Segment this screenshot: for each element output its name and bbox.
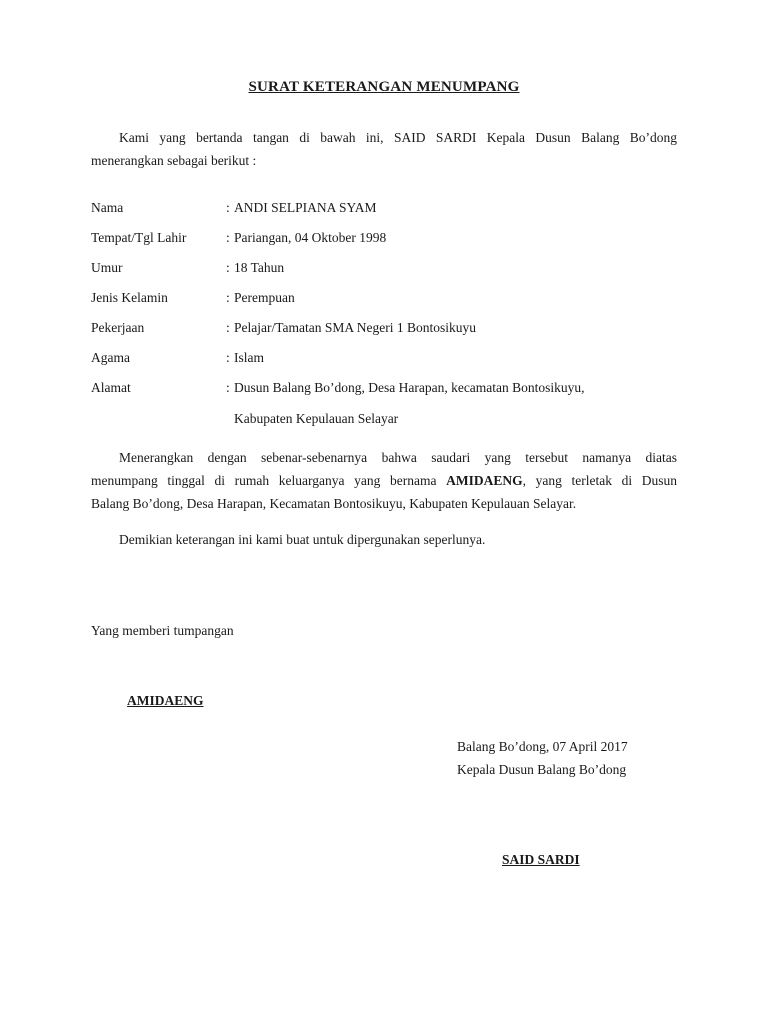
official-signature-name: SAID SARDI [502,852,580,867]
statement-line-2-post: , yang terletak di Dusun [522,473,677,488]
field-value-pekerjaan: Pelajar/Tamatan SMA Negeri 1 Bontosikuyu [234,320,477,335]
field-label-jenis-kelamin: Jenis Kelamin [91,290,168,305]
place-date: Balang Bo’dong, 07 April 2017 [457,739,628,754]
field-colon: : [226,290,230,305]
field-colon: : [226,260,230,275]
host-name-inline: AMIDAENG [446,473,523,488]
field-label-pekerjaan: Pekerjaan [91,320,145,335]
field-value-alamat: Dusun Balang Bo’dong, Desa Harapan, kecamatan Bontosikuyu, [234,380,585,395]
field-value-agama: Islam [234,350,264,365]
closing-sentence: Demikian keterangan ini kami buat untuk dipergunakan seperlunya. [119,532,486,547]
field-value-nama: ANDI SELPIANA SYAM [234,200,377,215]
statement-line-2 [91,473,677,489]
field-label-agama: Agama [91,350,130,365]
intro-line-1: Kami yang bertanda tangan di bawah ini, SAID SARDI Kepala Dusun Balang Bo’dong [119,130,677,145]
statement-line-1: Menerangkan dengan sebenar-sebenarnya bahwa saudari yang tersebut namanya diatas [119,450,677,465]
field-value-jenis-kelamin: Perempuan [234,290,295,305]
host-label: Yang memberi tumpangan [91,623,234,638]
field-colon: : [226,320,230,335]
field-colon: : [226,230,230,245]
field-label-alamat: Alamat [91,380,131,395]
document-title: SURAT KETERANGAN MENUMPANG [248,79,520,95]
statement-line-2-pre: menumpang tinggal di rumah keluarganya yang bernama [91,473,447,488]
field-label-nama: Nama [91,200,124,215]
intro-line-2: menerangkan sebagai berikut : [91,153,257,168]
field-colon: : [226,200,230,215]
field-label-umur: Umur [91,260,123,275]
field-colon: : [226,350,230,365]
field-value-alamat-cont: Kabupaten Kepulauan Selayar [234,411,399,426]
official-title: Kepala Dusun Balang Bo’dong [457,762,627,777]
field-value-umur: 18 Tahun [234,260,285,275]
field-colon: : [226,380,230,395]
statement-line-3: Balang Bo’dong, Desa Harapan, Kecamatan Bontosikuyu, Kabupaten Kepulauan Selayar. [91,496,577,511]
field-label-ttl: Tempat/Tgl Lahir [91,230,187,245]
host-signature-name: AMIDAENG [127,693,204,708]
field-value-ttl: Pariangan, 04 Oktober 1998 [234,230,387,245]
